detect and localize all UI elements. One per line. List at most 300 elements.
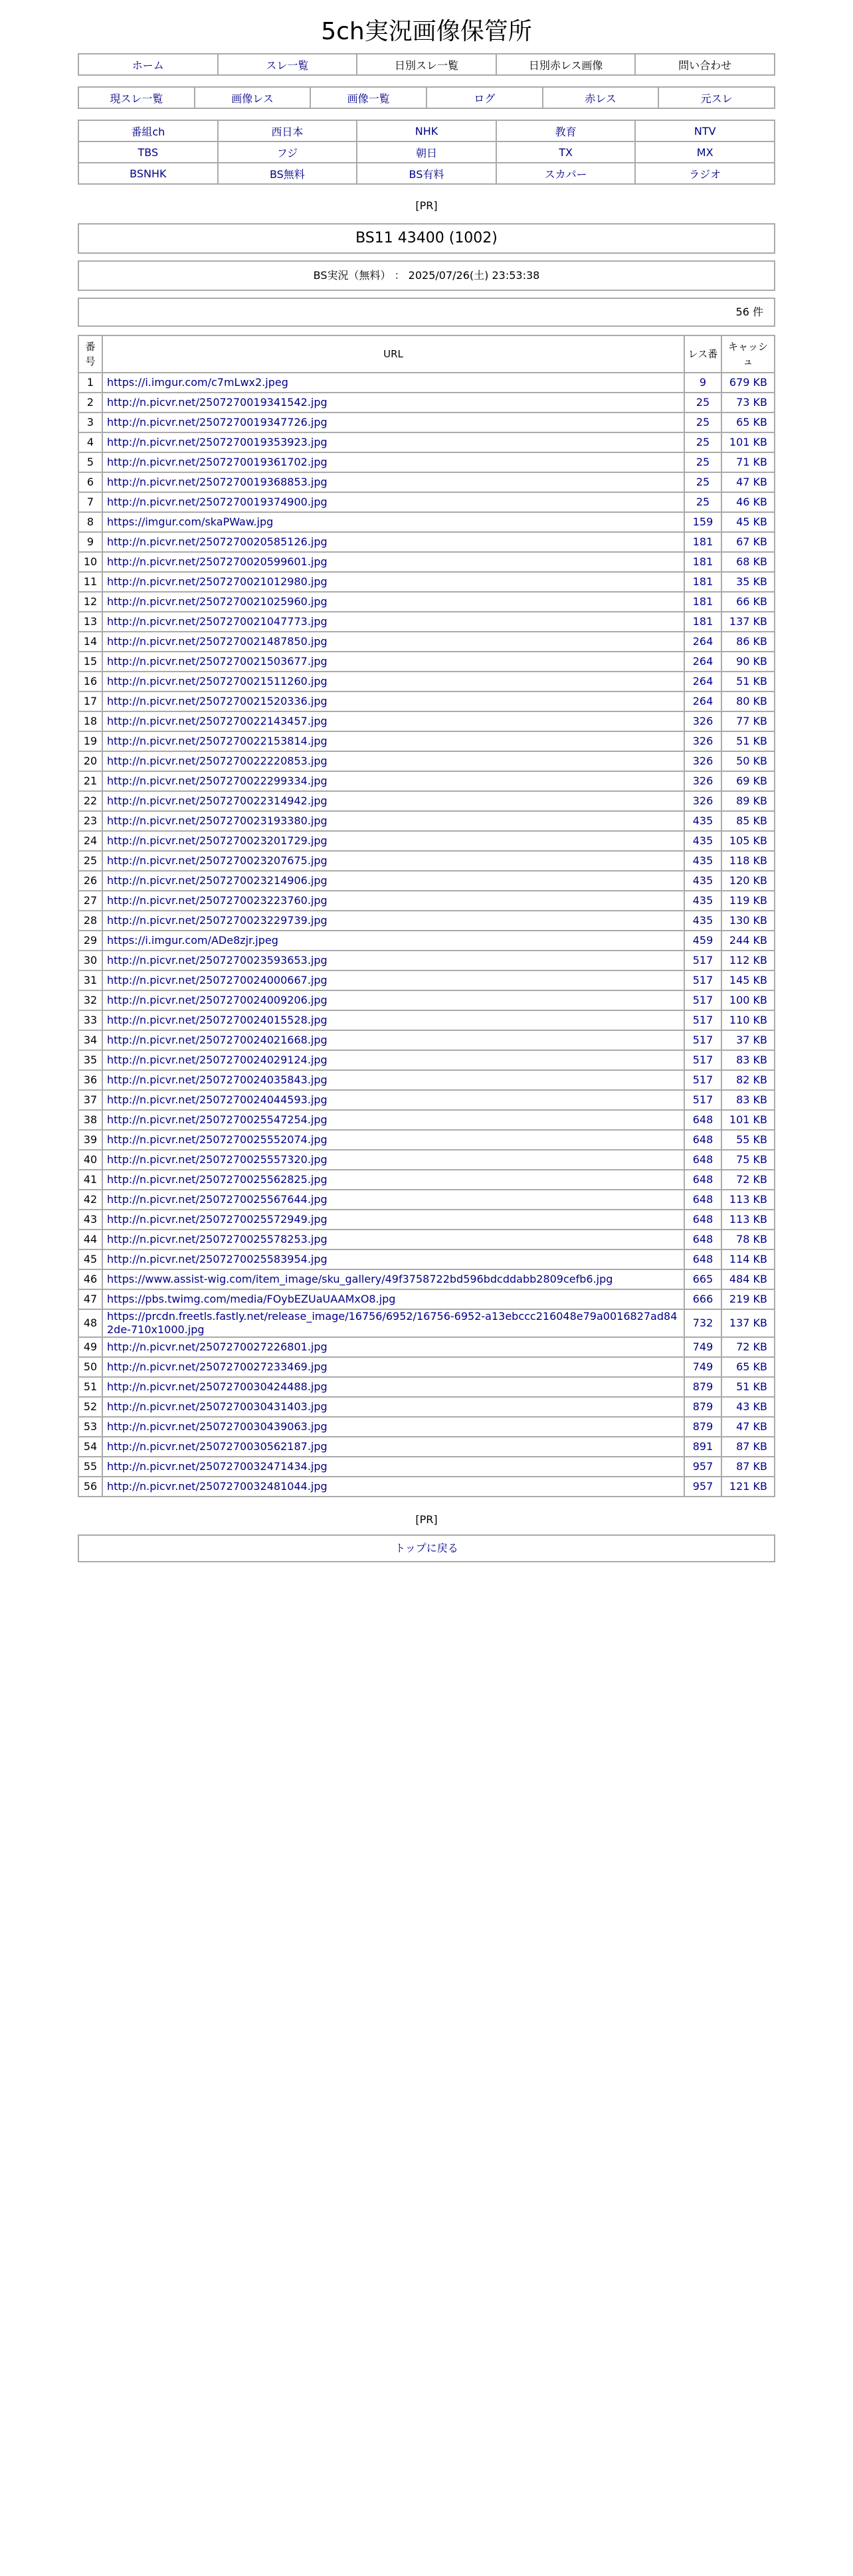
url-cell [102, 791, 684, 811]
image-url-link[interactable]: http://n.picvr.net/2507270024044593.jpg [107, 1093, 328, 1106]
res-number-link[interactable]: 957 [692, 1480, 713, 1493]
cache-size-link[interactable]: 85 KB [736, 814, 767, 827]
cache-size-link[interactable]: 101 KB [729, 436, 767, 448]
table-row [78, 970, 775, 990]
cache-size-link[interactable]: 137 KB [729, 1317, 767, 1329]
row-number: 8 [78, 512, 102, 532]
res-number-link[interactable]: 435 [692, 834, 713, 847]
res-number-link[interactable]: 648 [692, 1113, 713, 1126]
res-number-link[interactable]: 879 [692, 1400, 713, 1413]
row-number: 39 [78, 1130, 102, 1150]
row-number: 13 [78, 612, 102, 632]
res-number-link[interactable]: 264 [692, 655, 713, 668]
channel-item-link[interactable]: スカパー [544, 167, 587, 181]
cache-cell [721, 492, 775, 512]
channel-item-cell [218, 120, 357, 141]
cache-size-link[interactable]: 72 KB [736, 1340, 767, 1353]
image-url-link[interactable]: http://n.picvr.net/2507270022143457.jpg [107, 715, 328, 727]
cache-size-link[interactable]: 120 KB [729, 874, 767, 887]
cache-size-link[interactable]: 65 KB [736, 416, 767, 428]
cache-size-link[interactable]: 121 KB [729, 1480, 767, 1493]
res-number-link[interactable]: 264 [692, 675, 713, 688]
res-number-link[interactable]: 459 [692, 934, 713, 947]
row-number: 9 [78, 532, 102, 552]
channel-item-cell [496, 141, 636, 163]
cache-cell [721, 751, 775, 771]
image-url-link[interactable]: http://n.picvr.net/2507270023207675.jpg [107, 854, 328, 867]
table-row [78, 393, 775, 413]
table-row [78, 452, 775, 472]
res-number-link[interactable]: 648 [692, 1233, 713, 1245]
cache-size-link[interactable]: 244 KB [729, 934, 767, 947]
cache-size-link[interactable]: 113 KB [729, 1193, 767, 1206]
table-row [78, 831, 775, 851]
res-cell [684, 432, 721, 452]
table-row [78, 731, 775, 751]
cache-size-link[interactable]: 73 KB [736, 396, 767, 409]
cache-size-link[interactable]: 46 KB [736, 496, 767, 508]
cache-size-link[interactable]: 679 KB [729, 376, 767, 389]
image-url-link[interactable]: http://n.picvr.net/2507270025557320.jpg [107, 1153, 328, 1166]
cache-size-link[interactable]: 77 KB [736, 715, 767, 727]
channel-item-link[interactable]: 西日本 [271, 125, 304, 138]
image-url-link[interactable]: http://n.picvr.net/2507270023193380.jpg [107, 814, 328, 827]
row-number: 6 [78, 472, 102, 492]
cache-size-link[interactable]: 119 KB [729, 894, 767, 907]
cache-size-link[interactable]: 130 KB [729, 914, 767, 927]
cache-size-link[interactable]: 72 KB [736, 1173, 767, 1186]
image-url-link[interactable]: http://n.picvr.net/2507270022314942.jpg [107, 794, 328, 807]
cache-cell [721, 572, 775, 592]
image-url-link[interactable]: http://n.picvr.net/2507270025562825.jpg [107, 1173, 328, 1186]
image-url-link[interactable]: http://n.picvr.net/2507270023593653.jpg [107, 954, 328, 966]
res-number-link[interactable]: 957 [692, 1460, 713, 1473]
image-url-link[interactable]: http://n.picvr.net/2507270027233469.jpg [107, 1360, 328, 1373]
image-url-link[interactable]: http://n.picvr.net/2507270030562187.jpg [107, 1440, 328, 1453]
image-url-link[interactable]: https://imgur.com/skaPWaw.jpg [107, 515, 274, 528]
image-url-link[interactable]: http://n.picvr.net/2507270021047773.jpg [107, 615, 328, 628]
res-number-link[interactable]: 666 [692, 1293, 713, 1305]
url-cell [102, 871, 684, 891]
image-url-link[interactable]: http://n.picvr.net/2507270032471434.jpg [107, 1460, 328, 1473]
table-row [78, 931, 775, 951]
res-number-link[interactable]: 435 [692, 814, 713, 827]
res-cell [684, 472, 721, 492]
table-row [78, 552, 775, 572]
image-url-link[interactable]: http://n.picvr.net/2507270027226801.jpg [107, 1340, 328, 1353]
table-row [78, 1397, 775, 1417]
table-row [78, 432, 775, 452]
channel-item-link[interactable]: TX [559, 145, 573, 159]
row-number: 21 [78, 771, 102, 791]
back-to-top-box [78, 1534, 775, 1562]
res-number-link[interactable]: 326 [692, 794, 713, 807]
res-number-link[interactable]: 879 [692, 1420, 713, 1433]
thread-nav-item-link[interactable]: 画像レス [231, 92, 274, 105]
cache-cell [721, 1269, 775, 1289]
channel-item-link[interactable]: BS有料 [409, 167, 444, 181]
image-url-link[interactable]: http://n.picvr.net/2507270025583954.jpg [107, 1253, 328, 1265]
image-url-link[interactable]: http://n.picvr.net/2507270019347726.jpg [107, 416, 328, 428]
res-number-link[interactable]: 264 [692, 695, 713, 707]
cache-cell [721, 871, 775, 891]
res-cell [684, 492, 721, 512]
table-row [78, 871, 775, 891]
image-url-link[interactable]: http://n.picvr.net/2507270019353923.jpg [107, 436, 328, 448]
table-row [78, 1249, 775, 1269]
res-number-link[interactable]: 517 [692, 1073, 713, 1086]
res-number-link[interactable]: 435 [692, 914, 713, 927]
cache-cell [721, 1070, 775, 1090]
thread-nav [78, 86, 775, 109]
row-number: 2 [78, 393, 102, 413]
thread-nav-item-link[interactable]: 元スレ [700, 92, 733, 105]
res-number-link[interactable]: 517 [692, 1054, 713, 1066]
res-number-link[interactable]: 891 [692, 1440, 713, 1453]
image-url-link[interactable]: http://n.picvr.net/2507270030424488.jpg [107, 1380, 328, 1393]
cache-size-link[interactable]: 101 KB [729, 1113, 767, 1126]
row-number: 40 [78, 1150, 102, 1170]
res-number-link[interactable]: 749 [692, 1360, 713, 1373]
res-cell [684, 711, 721, 731]
table-row [78, 1309, 775, 1337]
res-number-link[interactable]: 517 [692, 1034, 713, 1046]
url-cell [102, 1377, 684, 1397]
res-number-link[interactable]: 517 [692, 974, 713, 986]
cache-size-link[interactable]: 113 KB [729, 1213, 767, 1226]
cache-size-link[interactable]: 69 KB [736, 775, 767, 787]
main-nav-item-cell[interactable]: 日別赤レス画像 [496, 54, 636, 75]
res-cell [684, 771, 721, 791]
channel-item-cell [635, 120, 775, 141]
thread-nav-item-link[interactable]: 現スレ一覧 [110, 92, 163, 105]
image-url-link[interactable]: http://n.picvr.net/2507270030439063.jpg [107, 1420, 328, 1433]
cache-size-link[interactable]: 219 KB [729, 1293, 767, 1305]
image-url-link[interactable]: http://n.picvr.net/2507270022220853.jpg [107, 755, 328, 767]
res-number-link[interactable]: 435 [692, 854, 713, 867]
cache-cell [721, 1377, 775, 1397]
image-url-link[interactable]: http://n.picvr.net/2507270020599601.jpg [107, 555, 328, 568]
cache-size-link[interactable]: 43 KB [736, 1400, 767, 1413]
image-url-link[interactable]: https://www.assist-wig.com/item_image/sku_gallery/49f3758722bd596bdcddabb2809cefb6.jpg [107, 1273, 613, 1285]
res-number-link[interactable]: 648 [692, 1173, 713, 1186]
url-cell [102, 1150, 684, 1170]
row-number: 28 [78, 911, 102, 931]
cache-size-link[interactable]: 75 KB [736, 1153, 767, 1166]
cache-size-link[interactable]: 78 KB [736, 1233, 767, 1245]
row-number: 22 [78, 791, 102, 811]
res-cell [684, 1110, 721, 1130]
image-url-link[interactable]: https://i.imgur.com/ADe8zjr.jpeg [107, 934, 278, 947]
row-number: 45 [78, 1249, 102, 1269]
channel-item-cell [357, 141, 496, 163]
cache-size-link[interactable]: 55 KB [736, 1133, 767, 1146]
cache-size-link[interactable]: 80 KB [736, 695, 767, 707]
row-number: 12 [78, 592, 102, 612]
cache-cell [721, 931, 775, 951]
cache-size-link[interactable]: 50 KB [736, 755, 767, 767]
cache-size-link[interactable]: 47 KB [736, 476, 767, 488]
cache-size-link[interactable]: 484 KB [729, 1273, 767, 1285]
res-cell [684, 1050, 721, 1070]
cache-cell [721, 632, 775, 652]
cache-size-link[interactable]: 66 KB [736, 595, 767, 608]
url-cell [102, 1050, 684, 1070]
url-cell [102, 731, 684, 751]
cache-size-link[interactable]: 83 KB [736, 1093, 767, 1106]
channel-item-link[interactable]: BSNHK [130, 167, 167, 180]
res-number-link[interactable]: 665 [692, 1273, 713, 1285]
table-row [78, 1289, 775, 1309]
res-number-link[interactable]: 25 [696, 456, 710, 468]
image-url-link[interactable]: http://n.picvr.net/2507270025572949.jpg [107, 1213, 328, 1226]
res-number-link[interactable]: 326 [692, 755, 713, 767]
url-cell [102, 1437, 684, 1457]
image-url-link[interactable]: http://n.picvr.net/2507270024009206.jpg [107, 994, 328, 1006]
res-number-link[interactable]: 25 [696, 496, 710, 508]
image-url-link[interactable]: http://n.picvr.net/2507270025547254.jpg [107, 1113, 328, 1126]
main-nav-item-cell[interactable]: 日別スレ一覧 [357, 54, 496, 75]
image-url-link[interactable]: http://n.picvr.net/2507270025567644.jpg [107, 1193, 328, 1206]
url-cell [102, 1309, 684, 1337]
image-url-link[interactable]: http://n.picvr.net/2507270021520336.jpg [107, 695, 328, 707]
cache-size-link[interactable]: 145 KB [729, 974, 767, 986]
cache-size-link[interactable]: 87 KB [736, 1440, 767, 1453]
image-url-link[interactable]: http://n.picvr.net/2507270020585126.jpg [107, 535, 328, 548]
cache-size-link[interactable]: 51 KB [736, 675, 767, 688]
thread-nav-item-cell [195, 87, 311, 108]
res-cell [684, 1070, 721, 1090]
res-cell [684, 831, 721, 851]
channel-item-link[interactable]: フジ [276, 146, 298, 159]
image-url-link[interactable]: http://n.picvr.net/2507270024000667.jpg [107, 974, 328, 986]
cache-size-link[interactable]: 90 KB [736, 655, 767, 668]
table-row [78, 791, 775, 811]
res-number-link[interactable]: 648 [692, 1193, 713, 1206]
cache-cell [721, 432, 775, 452]
image-url-link[interactable]: http://n.picvr.net/2507270024015528.jpg [107, 1014, 328, 1026]
row-number: 37 [78, 1090, 102, 1110]
res-number-link[interactable]: 181 [692, 595, 713, 608]
res-number-link[interactable]: 517 [692, 954, 713, 966]
image-url-link[interactable]: http://n.picvr.net/2507270022153814.jpg [107, 735, 328, 747]
url-cell [102, 1397, 684, 1417]
channel-item-link[interactable]: 朝日 [415, 146, 437, 159]
channel-item-link[interactable]: 番組ch [131, 125, 165, 138]
table-row [78, 891, 775, 911]
cache-cell [721, 691, 775, 711]
row-number: 7 [78, 492, 102, 512]
cache-size-link[interactable]: 118 KB [729, 854, 767, 867]
res-number-link[interactable]: 435 [692, 874, 713, 887]
table-row [78, 851, 775, 871]
res-cell [684, 393, 721, 413]
cache-size-link[interactable]: 35 KB [736, 575, 767, 588]
image-url-link[interactable]: http://n.picvr.net/2507270032481044.jpg [107, 1480, 328, 1493]
channel-item-cell [218, 163, 357, 184]
res-number-link[interactable]: 264 [692, 635, 713, 648]
image-url-link[interactable]: http://n.picvr.net/2507270021025960.jpg [107, 595, 328, 608]
cache-size-link[interactable]: 47 KB [736, 1420, 767, 1433]
res-number-link[interactable]: 879 [692, 1380, 713, 1393]
cache-size-link[interactable]: 112 KB [729, 954, 767, 966]
image-url-link[interactable]: http://n.picvr.net/2507270024029124.jpg [107, 1054, 328, 1066]
image-url-link[interactable]: http://n.picvr.net/2507270030431403.jpg [107, 1400, 328, 1413]
cache-size-link[interactable]: 105 KB [729, 834, 767, 847]
res-number-link[interactable]: 732 [692, 1317, 713, 1329]
row-number: 50 [78, 1357, 102, 1377]
cache-cell [721, 1230, 775, 1249]
url-cell [102, 632, 684, 652]
res-number-link[interactable]: 749 [692, 1340, 713, 1353]
row-number: 5 [78, 452, 102, 472]
cache-size-link[interactable]: 89 KB [736, 794, 767, 807]
image-url-link[interactable]: https://i.imgur.com/c7mLwx2.jpeg [107, 376, 288, 389]
res-number-link[interactable]: 326 [692, 715, 713, 727]
res-number-link[interactable]: 181 [692, 555, 713, 568]
image-url-link[interactable]: https://pbs.twimg.com/media/FOybEZUaUAAMxO8.jpg [107, 1293, 396, 1305]
image-url-link[interactable]: http://n.picvr.net/2507270021511260.jpg [107, 675, 328, 688]
main-nav-item-cell[interactable]: 問い合わせ [635, 54, 775, 75]
main-nav [78, 53, 775, 76]
image-url-link[interactable]: http://n.picvr.net/2507270021012980.jpg [107, 575, 328, 588]
image-url-link[interactable]: http://n.picvr.net/2507270021503677.jpg [107, 655, 328, 668]
res-number-link[interactable]: 25 [696, 396, 710, 409]
table-row [78, 811, 775, 831]
image-url-link[interactable]: http://n.picvr.net/2507270023223760.jpg [107, 894, 328, 907]
url-cell [102, 1417, 684, 1437]
res-number-link[interactable]: 326 [692, 735, 713, 747]
res-cell [684, 452, 721, 472]
table-row [78, 1170, 775, 1190]
url-cell [102, 373, 684, 393]
res-number-link[interactable]: 517 [692, 994, 713, 1006]
cache-size-link[interactable]: 82 KB [736, 1073, 767, 1086]
res-number-link[interactable]: 181 [692, 575, 713, 588]
back-to-top-link[interactable]: トップに戻る [395, 1542, 458, 1554]
url-cell [102, 931, 684, 951]
res-number-link[interactable]: 159 [692, 515, 713, 528]
res-number-link[interactable]: 181 [692, 615, 713, 628]
cache-size-link[interactable]: 114 KB [729, 1253, 767, 1265]
image-url-link[interactable]: http://n.picvr.net/2507270023201729.jpg [107, 834, 328, 847]
row-number: 24 [78, 831, 102, 851]
image-url-link[interactable]: http://n.picvr.net/2507270019368853.jpg [107, 476, 328, 488]
res-number-link[interactable]: 648 [692, 1153, 713, 1166]
image-url-link[interactable]: http://n.picvr.net/2507270025578253.jpg [107, 1233, 328, 1245]
cache-cell [721, 672, 775, 691]
res-number-link[interactable]: 517 [692, 1093, 713, 1106]
thread-nav-item-link[interactable]: 赤レス [585, 92, 616, 105]
main-nav-item-link[interactable]: ホーム [132, 58, 164, 72]
image-url-link[interactable]: https://prcdn.freetls.fastly.net/release_image/16756/6952/16756-6952-a13ebccc216048e79a0016827ad842de-710x1000.jpg [107, 1310, 678, 1336]
res-number-link[interactable]: 435 [692, 894, 713, 907]
res-cell [684, 1357, 721, 1377]
image-url-link[interactable]: http://n.picvr.net/2507270024021668.jpg [107, 1034, 328, 1046]
url-cell [102, 552, 684, 572]
table-row [78, 572, 775, 592]
cache-size-link[interactable]: 86 KB [736, 635, 767, 648]
table-row [78, 1417, 775, 1437]
url-cell [102, 1110, 684, 1130]
image-url-link[interactable]: http://n.picvr.net/2507270023214906.jpg [107, 874, 328, 887]
res-number-link[interactable]: 648 [692, 1253, 713, 1265]
cache-size-link[interactable]: 65 KB [736, 1360, 767, 1373]
cache-cell [721, 951, 775, 970]
thread-nav-item-link[interactable]: ログ [474, 92, 496, 105]
image-url-link[interactable]: http://n.picvr.net/2507270024035843.jpg [107, 1073, 328, 1086]
cache-size-link[interactable]: 51 KB [736, 735, 767, 747]
image-url-link[interactable]: http://n.picvr.net/2507270019341542.jpg [107, 396, 328, 409]
res-number-link[interactable]: 326 [692, 775, 713, 787]
url-cell [102, 393, 684, 413]
cache-cell [721, 1150, 775, 1170]
channel-item-link[interactable]: NTV [694, 124, 716, 138]
row-number: 34 [78, 1030, 102, 1050]
cache-size-link[interactable]: 45 KB [736, 515, 767, 528]
cache-size-link[interactable]: 71 KB [736, 456, 767, 468]
cache-cell [721, 1397, 775, 1417]
channel-item-link[interactable]: TBS [138, 145, 159, 159]
res-cell [684, 1010, 721, 1030]
page [78, 17, 775, 1562]
image-url-link[interactable]: http://n.picvr.net/2507270021487850.jpg [107, 635, 328, 648]
cache-size-link[interactable]: 100 KB [729, 994, 767, 1006]
cache-size-link[interactable]: 137 KB [729, 615, 767, 628]
res-number-link[interactable]: 25 [696, 416, 710, 428]
res-cell [684, 911, 721, 931]
row-number: 51 [78, 1377, 102, 1397]
url-cell [102, 951, 684, 970]
cache-cell [721, 592, 775, 612]
row-number: 41 [78, 1170, 102, 1190]
res-number-link[interactable]: 181 [692, 535, 713, 548]
res-number-link[interactable]: 25 [696, 476, 710, 488]
channel-item-link[interactable]: MX [696, 145, 713, 159]
image-url-link[interactable]: http://n.picvr.net/2507270025552074.jpg [107, 1133, 328, 1146]
res-number-link[interactable]: 648 [692, 1133, 713, 1146]
cache-size-link[interactable]: 37 KB [736, 1034, 767, 1046]
cache-size-link[interactable]: 110 KB [729, 1014, 767, 1026]
res-cell [684, 1337, 721, 1357]
image-url-link[interactable]: http://n.picvr.net/2507270019361702.jpg [107, 456, 328, 468]
image-url-link[interactable]: http://n.picvr.net/2507270023229739.jpg [107, 914, 328, 927]
cache-size-link[interactable]: 68 KB [736, 555, 767, 568]
cache-cell [721, 1010, 775, 1030]
main-nav-item-link[interactable]: スレ一覧 [266, 58, 309, 72]
channel-item-cell [496, 120, 636, 141]
table-row [78, 1030, 775, 1050]
channel-item-link[interactable]: BS無料 [269, 167, 305, 181]
image-url-link[interactable]: http://n.picvr.net/2507270019374900.jpg [107, 496, 328, 508]
res-number-link[interactable]: 517 [692, 1014, 713, 1026]
thread-nav-item-link[interactable]: 画像一覧 [347, 92, 390, 105]
image-url-link[interactable]: http://n.picvr.net/2507270022299334.jpg [107, 775, 328, 787]
url-cell [102, 990, 684, 1010]
cache-size-link[interactable]: 83 KB [736, 1054, 767, 1066]
channel-item-link[interactable]: NHK [415, 124, 438, 138]
res-number-link[interactable]: 648 [692, 1213, 713, 1226]
channel-item-link[interactable]: ラジオ [689, 167, 721, 181]
res-cell [684, 1269, 721, 1289]
res-number-link[interactable]: 25 [696, 436, 710, 448]
channel-item-link[interactable]: 教育 [555, 125, 577, 138]
cache-size-link[interactable]: 87 KB [736, 1460, 767, 1473]
cache-size-link[interactable]: 67 KB [736, 535, 767, 548]
cache-cell [721, 413, 775, 432]
res-number-link[interactable]: 9 [699, 376, 707, 389]
cache-size-link[interactable]: 51 KB [736, 1380, 767, 1393]
